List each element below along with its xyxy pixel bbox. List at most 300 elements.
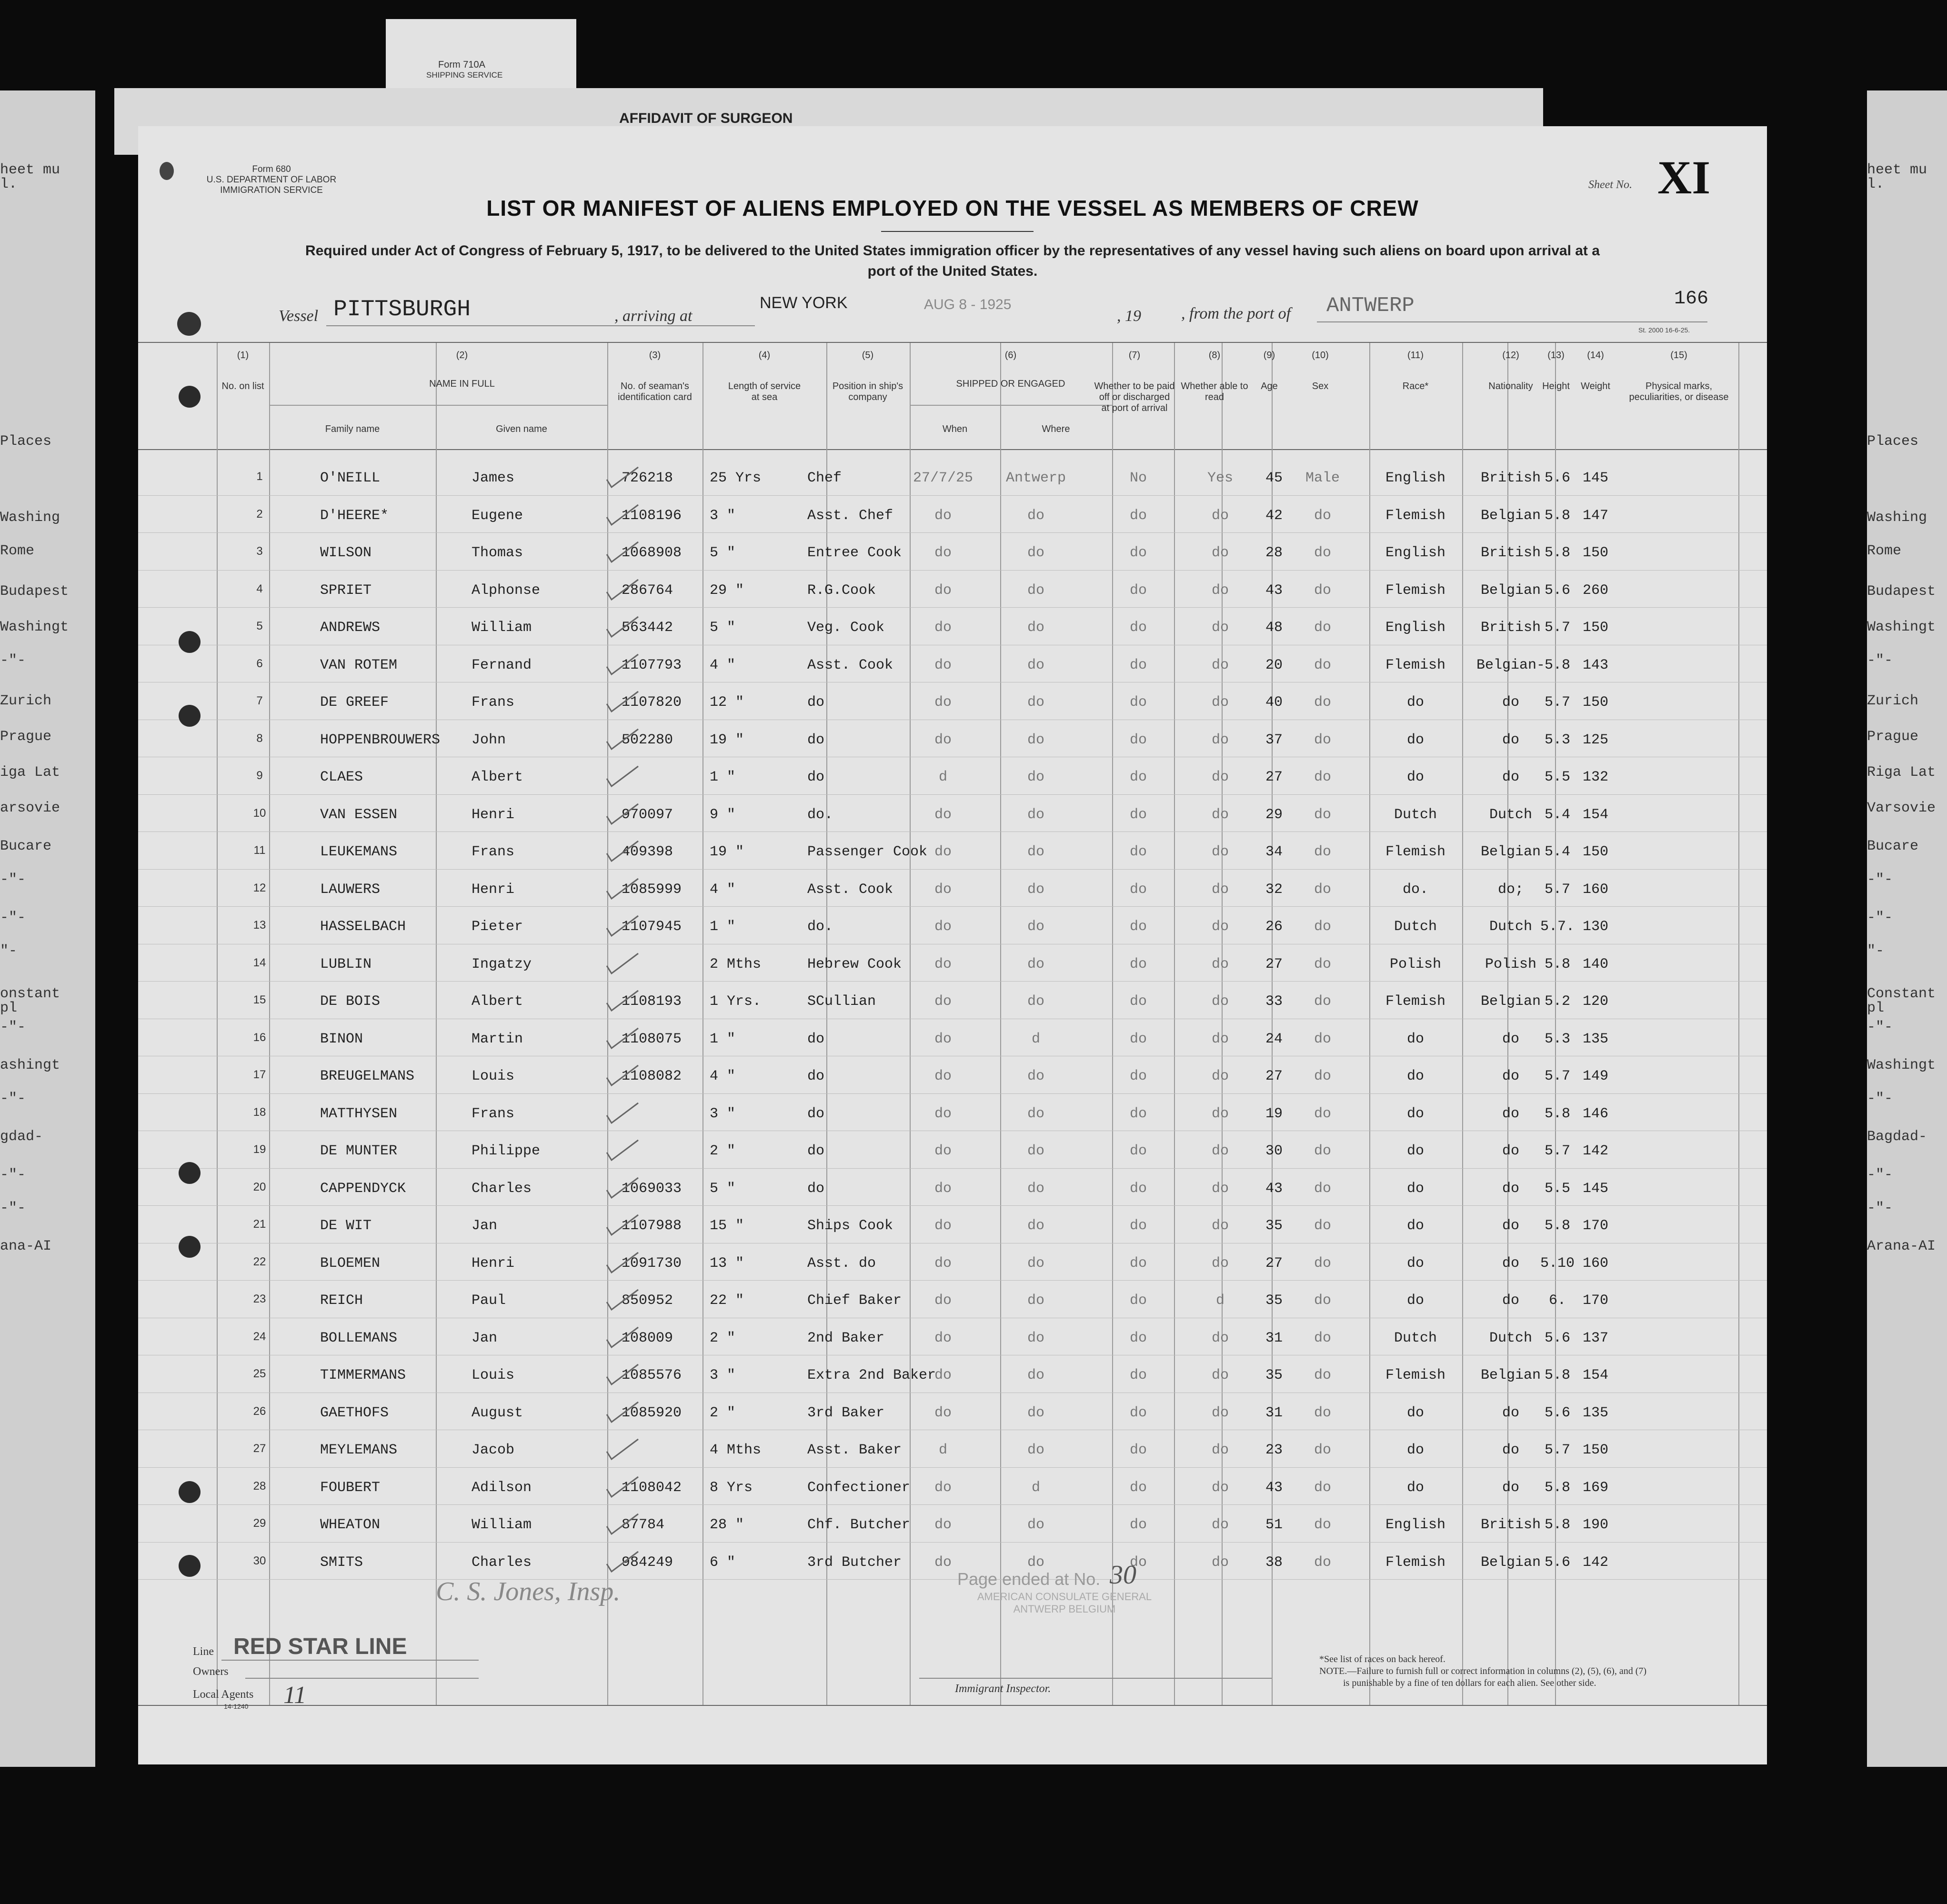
right-page-label: Budapest xyxy=(1867,583,1936,600)
shipped-where: do xyxy=(1027,1517,1044,1533)
shipped-where: do xyxy=(1027,1554,1044,1571)
left-page-label: ana-AI xyxy=(0,1238,52,1254)
weight: 135 xyxy=(1582,1404,1608,1421)
nationality: do xyxy=(1502,1180,1519,1197)
card-number: 1108082 xyxy=(622,1068,682,1084)
height: 5.4 xyxy=(1544,844,1570,860)
sex: do xyxy=(1314,956,1331,972)
family-name: MEYLEMANS xyxy=(320,1442,398,1458)
shipped-where: do xyxy=(1027,919,1044,935)
able-to-read: Yes xyxy=(1207,470,1233,486)
family-name: TIMMERMANS xyxy=(320,1367,406,1383)
shipped-when: do xyxy=(934,1180,952,1197)
age: 27 xyxy=(1265,1255,1283,1272)
nationality: do xyxy=(1502,1255,1519,1272)
family-name: HASSELBACH xyxy=(320,919,406,935)
weight: 120 xyxy=(1582,993,1608,1010)
left-page-label: Washingt xyxy=(0,619,69,635)
weight: 154 xyxy=(1582,806,1608,823)
card-number: 1108042 xyxy=(622,1479,682,1496)
race: do xyxy=(1406,732,1424,748)
card-number: 1069033 xyxy=(622,1180,682,1197)
right-adjacent-page xyxy=(1867,90,1947,1767)
column-header: Whether able to read xyxy=(1181,381,1248,402)
age: 34 xyxy=(1265,844,1283,860)
sheet-number: XI xyxy=(1657,151,1711,204)
given-name: Thomas xyxy=(472,545,523,561)
service-length: 4 Mths xyxy=(710,1442,762,1458)
race-note: *See list of races on back hereof. xyxy=(1319,1654,1445,1664)
paid-off: do xyxy=(1129,1180,1147,1197)
card-number: 409398 xyxy=(622,844,673,860)
subheader-divider xyxy=(269,405,607,406)
shipped-when: d xyxy=(938,769,947,785)
given-name: Frans xyxy=(472,1105,515,1122)
check-mark-icon xyxy=(605,951,643,979)
race: Dutch xyxy=(1394,806,1437,823)
able-to-read: do xyxy=(1211,1105,1229,1122)
paid-off: do xyxy=(1129,1031,1147,1047)
penalty-note-1: NOTE.—Failure to furnish full or correct information in columns (2), (5), (6), and (7) xyxy=(1319,1666,1647,1676)
sex: do xyxy=(1314,993,1331,1010)
row-number: 11 xyxy=(253,844,266,857)
table-row xyxy=(138,763,1767,801)
position: Veg. Cook xyxy=(807,620,885,636)
card-number: 1107820 xyxy=(622,694,682,711)
service-length: 19 " xyxy=(710,844,744,860)
service-length: 4 " xyxy=(710,657,736,673)
service-length: 3 " xyxy=(710,507,736,524)
service-length: 4 " xyxy=(710,1068,736,1084)
position: 2nd Baker xyxy=(807,1330,885,1346)
service-length: 25 Yrs xyxy=(710,470,762,486)
race: do xyxy=(1406,1180,1424,1197)
shipped-where: do xyxy=(1027,507,1044,524)
able-to-read: do xyxy=(1211,956,1229,972)
check-mark-icon xyxy=(605,1212,643,1241)
table-row xyxy=(138,1324,1767,1362)
weight: 149 xyxy=(1582,1068,1608,1084)
shipped-where: do xyxy=(1027,993,1044,1010)
owners-label: Owners xyxy=(193,1665,229,1678)
shipped-when: do xyxy=(934,1218,952,1234)
shipped-when: do xyxy=(934,582,952,599)
table-row xyxy=(138,1436,1767,1474)
nationality: do; xyxy=(1497,881,1524,898)
family-name: REICH xyxy=(320,1293,363,1309)
card-number: 1108193 xyxy=(622,993,682,1010)
column-number: (4) xyxy=(758,350,771,361)
column-header: Age xyxy=(1261,381,1278,391)
table-row xyxy=(138,1362,1767,1399)
able-to-read: do xyxy=(1211,1143,1229,1159)
check-mark-icon xyxy=(605,1062,643,1091)
subtitle-line-1: Required under Act of Congress of February 5, 1917, to be delivered to the United States immigration officer by the representatives of any vessel having such aliens on board upon arrival at a xyxy=(305,243,1600,259)
height: 5.7 xyxy=(1544,694,1570,711)
check-mark-icon xyxy=(605,838,643,867)
height: 5.7 xyxy=(1544,1068,1570,1084)
check-mark-icon xyxy=(605,689,643,717)
weight: 150 xyxy=(1582,844,1608,860)
shipped-when: do xyxy=(934,1031,952,1047)
race: Polish xyxy=(1389,956,1442,972)
service-length: 1 " xyxy=(710,769,736,785)
service-length: 19 " xyxy=(710,732,744,748)
service-length: 29 " xyxy=(710,582,744,599)
shipped-where: do xyxy=(1027,1330,1044,1346)
check-mark-icon xyxy=(605,1175,643,1203)
nationality: British xyxy=(1480,620,1541,636)
sex: do xyxy=(1314,844,1331,860)
age: 43 xyxy=(1265,1180,1283,1197)
position: Chf. Butcher xyxy=(807,1517,911,1533)
shipped-when: do xyxy=(934,1479,952,1496)
age: 31 xyxy=(1265,1404,1283,1421)
family-name: SMITS xyxy=(320,1554,363,1571)
sex: do xyxy=(1314,1479,1331,1496)
card-number: 563442 xyxy=(622,620,673,636)
height: 5.6 xyxy=(1544,582,1570,599)
card-number: 850952 xyxy=(622,1293,673,1309)
table-row xyxy=(138,1212,1767,1250)
nationality: do xyxy=(1502,1404,1519,1421)
row-number: 6 xyxy=(256,657,263,670)
row-number: 24 xyxy=(253,1330,266,1343)
sex: do xyxy=(1314,620,1331,636)
nationality: British xyxy=(1480,470,1541,486)
subheader-divider xyxy=(910,405,1112,406)
right-page-label: -"- xyxy=(1867,872,1893,888)
card-number: 1108196 xyxy=(622,507,682,524)
weight: 145 xyxy=(1582,470,1608,486)
card-number: 1107793 xyxy=(622,657,682,673)
service-length: 4 " xyxy=(710,881,736,898)
column-subheader: Where xyxy=(1042,424,1070,434)
table-row xyxy=(138,464,1767,502)
paid-off: do xyxy=(1129,1143,1147,1159)
header-bottom-border xyxy=(138,449,1767,450)
given-name: Fernand xyxy=(472,657,532,673)
row-number: 10 xyxy=(253,806,266,820)
service-length: 1 " xyxy=(710,919,736,935)
column-header: No. of seaman's identification card xyxy=(618,381,692,402)
column-number: (5) xyxy=(862,350,874,361)
right-page-label: Rome xyxy=(1867,543,1902,559)
check-mark-icon xyxy=(605,1287,643,1315)
right-page-label: Places xyxy=(1867,433,1919,450)
position: Chief Baker xyxy=(807,1293,902,1309)
nationality: do xyxy=(1502,694,1519,711)
able-to-read: do xyxy=(1211,993,1229,1010)
shipped-when: do xyxy=(934,657,952,673)
card-number: 286764 xyxy=(622,582,673,599)
weight: 145 xyxy=(1582,1180,1608,1197)
family-name: DE MUNTER xyxy=(320,1143,398,1159)
position: do. xyxy=(807,806,833,823)
sex: do xyxy=(1314,1068,1331,1084)
height: 5.10 xyxy=(1540,1255,1575,1272)
right-page-label: "- xyxy=(1867,943,1885,959)
family-name: LAUWERS xyxy=(320,881,381,898)
row-number: 9 xyxy=(256,769,263,782)
row-number: 12 xyxy=(253,881,266,894)
race: do xyxy=(1406,1143,1424,1159)
race: Flemish xyxy=(1385,582,1446,599)
right-page-label: l. xyxy=(1867,176,1885,192)
family-name: BINON xyxy=(320,1031,363,1047)
family-name: BOLLEMANS xyxy=(320,1330,398,1346)
table-row xyxy=(138,502,1767,540)
weight: 135 xyxy=(1582,1031,1608,1047)
nationality: do xyxy=(1502,732,1519,748)
row-number: 3 xyxy=(256,545,263,558)
subtitle-line-2: port of the United States. xyxy=(867,263,1038,279)
table-row xyxy=(138,614,1767,651)
table-row xyxy=(138,651,1767,689)
row-number: 4 xyxy=(256,582,263,595)
arriving-label: , arriving at xyxy=(614,307,692,325)
sex: do xyxy=(1314,694,1331,711)
sex: do xyxy=(1314,1293,1331,1309)
position: Entree Cook xyxy=(807,545,902,561)
age: 29 xyxy=(1265,806,1283,823)
agents-mark: 11 xyxy=(283,1682,307,1709)
race: Flemish xyxy=(1385,507,1446,524)
page-title: LIST OR MANIFEST OF ALIENS EMPLOYED ON THE VESSEL AS MEMBERS OF CREW xyxy=(486,196,1419,220)
age: 27 xyxy=(1265,956,1283,972)
race: do xyxy=(1406,1031,1424,1047)
left-page-label: -"- xyxy=(0,1019,26,1035)
age: 43 xyxy=(1265,582,1283,599)
sex: do xyxy=(1314,1404,1331,1421)
weight: 150 xyxy=(1582,1442,1608,1458)
sex: do xyxy=(1314,1442,1331,1458)
weight: 190 xyxy=(1582,1517,1608,1533)
service-length: 1 " xyxy=(710,1031,736,1047)
race: Dutch xyxy=(1394,1330,1437,1346)
shipped-when: do xyxy=(934,956,952,972)
right-page-label: Prague xyxy=(1867,729,1919,745)
shipped-when: do xyxy=(934,1367,952,1383)
left-page-label: iga Lat xyxy=(0,764,60,781)
age: 33 xyxy=(1265,993,1283,1010)
race: Flemish xyxy=(1385,993,1446,1010)
shipped-when: do xyxy=(934,694,952,711)
position: do xyxy=(807,1068,825,1084)
card-number: 1085576 xyxy=(622,1367,682,1383)
position: 3rd Baker xyxy=(807,1404,885,1421)
paid-off: do xyxy=(1129,1218,1147,1234)
service-length: 13 " xyxy=(710,1255,744,1272)
paid-off: do xyxy=(1129,1068,1147,1084)
service-length: 3 " xyxy=(710,1105,736,1122)
nationality: Belgian xyxy=(1480,993,1541,1010)
check-mark-icon xyxy=(605,1549,643,1577)
table-bottom-border xyxy=(138,1705,1767,1706)
shipped-when: do xyxy=(934,732,952,748)
shipped-when: do xyxy=(934,1105,952,1122)
shipped-when: do xyxy=(934,881,952,898)
sex: do xyxy=(1314,1031,1331,1047)
paid-off: do xyxy=(1129,769,1147,785)
able-to-read: do xyxy=(1211,1367,1229,1383)
shipped-when: do xyxy=(934,620,952,636)
given-name: Frans xyxy=(472,694,515,711)
left-page-label: pl xyxy=(0,1000,18,1016)
sex: do xyxy=(1314,1554,1331,1571)
card-number: 1085999 xyxy=(622,881,682,898)
right-page-label: -"- xyxy=(1867,1091,1893,1107)
check-mark-icon xyxy=(605,1511,643,1540)
shipped-where: do xyxy=(1027,1218,1044,1234)
shipped-when: do xyxy=(934,844,952,860)
family-name: FOUBERT xyxy=(320,1479,381,1496)
paid-off: do xyxy=(1129,956,1147,972)
table-row xyxy=(138,1474,1767,1512)
punch-hole xyxy=(179,1162,201,1184)
race: do xyxy=(1406,1404,1424,1421)
column-header: Whether to be paid off or discharged at port of arrival xyxy=(1094,381,1175,413)
right-page-label: Zurich xyxy=(1867,693,1919,709)
shipped-where: do xyxy=(1027,620,1044,636)
table-row xyxy=(138,1250,1767,1287)
able-to-read: do xyxy=(1211,545,1229,561)
nationality: do xyxy=(1502,1143,1519,1159)
sex: do xyxy=(1314,1180,1331,1197)
left-page-label: Bucare xyxy=(0,838,52,854)
column-number: (10) xyxy=(1312,350,1329,361)
age: 27 xyxy=(1265,1068,1283,1084)
sex: do xyxy=(1314,1367,1331,1383)
punch-hole xyxy=(179,1236,201,1258)
check-mark-icon xyxy=(605,651,643,680)
card-number: 726218 xyxy=(622,470,673,486)
height: 5.8 xyxy=(1544,956,1570,972)
row-number: 26 xyxy=(253,1404,266,1418)
paid-off: do xyxy=(1129,1367,1147,1383)
height: 5.8 xyxy=(1544,657,1570,673)
left-page-label: gdad- xyxy=(0,1129,43,1145)
race: do xyxy=(1406,1105,1424,1122)
race: Flemish xyxy=(1385,1554,1446,1571)
position: R.G.Cook xyxy=(807,582,876,599)
able-to-read: do xyxy=(1211,1218,1229,1234)
from-underline xyxy=(1317,321,1707,322)
left-page-label: -"- xyxy=(0,910,26,926)
position: Extra 2nd Baker xyxy=(807,1367,936,1383)
nationality: do xyxy=(1502,1479,1519,1496)
family-name: GAETHOFS xyxy=(320,1404,389,1421)
nationality: do xyxy=(1502,769,1519,785)
shipped-when: do xyxy=(934,919,952,935)
race: do. xyxy=(1402,881,1428,898)
given-name: Jacob xyxy=(472,1442,515,1458)
check-mark-icon xyxy=(605,876,643,904)
right-page-label: Riga Lat xyxy=(1867,764,1936,781)
service-length: 2 " xyxy=(710,1404,736,1421)
height: 5.8 xyxy=(1544,1105,1570,1122)
paid-off: do xyxy=(1129,1330,1147,1346)
card-number: 108009 xyxy=(622,1330,673,1346)
table-row xyxy=(138,1549,1767,1586)
family-name: LUBLIN xyxy=(320,956,372,972)
check-mark-icon xyxy=(605,1399,643,1428)
able-to-read: do xyxy=(1211,1404,1229,1421)
column-subheader: Family name xyxy=(325,424,380,434)
row-number: 27 xyxy=(253,1442,266,1455)
nationality: British xyxy=(1480,545,1541,561)
left-adjacent-page xyxy=(0,90,95,1767)
height: 5.3 xyxy=(1544,1031,1570,1047)
nationality: Belgian xyxy=(1480,582,1541,599)
position: Hebrew Cook xyxy=(807,956,902,972)
print-code: St. 2000 16-6-25. xyxy=(1638,326,1690,334)
given-name: Ingatzy xyxy=(472,956,532,972)
column-number: (15) xyxy=(1670,350,1687,361)
penalty-note-2: is punishable by a fine of ten dollars for each alien. See other side. xyxy=(1343,1678,1596,1688)
weight: 260 xyxy=(1582,582,1608,599)
card-number: 1068908 xyxy=(622,545,682,561)
line-underline xyxy=(221,1660,479,1661)
right-page-label: Arana-AI xyxy=(1867,1238,1936,1254)
position: Ships Cook xyxy=(807,1218,893,1234)
sex: do xyxy=(1314,657,1331,673)
right-page-label: Varsovie xyxy=(1867,800,1936,816)
card-number: 87784 xyxy=(622,1517,665,1533)
table-row xyxy=(138,1175,1767,1213)
age: 35 xyxy=(1265,1293,1283,1309)
race: English xyxy=(1385,470,1446,486)
table-row xyxy=(138,1062,1767,1100)
row-number: 5 xyxy=(256,620,263,632)
vessel-label: Vessel xyxy=(279,307,319,325)
row-number: 17 xyxy=(253,1068,266,1081)
row-number: 21 xyxy=(253,1218,266,1231)
form-number: Form 680 xyxy=(252,164,291,174)
column-header: Physical marks, peculiarities, or disease xyxy=(1629,381,1729,402)
card-number: 1107988 xyxy=(622,1218,682,1234)
family-name: HOPPENBROUWERS xyxy=(320,732,441,748)
height: 5.7 xyxy=(1544,1143,1570,1159)
age: 27 xyxy=(1265,769,1283,785)
able-to-read: do xyxy=(1211,732,1229,748)
paid-off: do xyxy=(1129,806,1147,823)
check-mark-icon xyxy=(605,726,643,755)
arriving-port: NEW YORK xyxy=(760,294,848,312)
column-number: (3) xyxy=(649,350,661,361)
sex: do xyxy=(1314,545,1331,561)
able-to-read: do xyxy=(1211,1330,1229,1346)
able-to-read: do xyxy=(1211,1479,1229,1496)
agents-code: 14-1240 xyxy=(224,1703,249,1710)
row-number: 25 xyxy=(253,1367,266,1380)
row-number: 14 xyxy=(253,956,266,969)
shipped-when: do xyxy=(934,507,952,524)
sex: do xyxy=(1314,919,1331,935)
nationality: do xyxy=(1502,1068,1519,1084)
given-name: Louis xyxy=(472,1068,515,1084)
paid-off: do xyxy=(1129,1404,1147,1421)
from-label: , from the port of xyxy=(1181,305,1291,322)
race: do xyxy=(1406,1442,1424,1458)
check-mark-icon xyxy=(605,464,643,493)
able-to-read: d xyxy=(1215,1293,1224,1309)
table-row xyxy=(138,876,1767,913)
left-page-label: Rome xyxy=(0,543,35,559)
given-name: Henri xyxy=(472,1255,515,1272)
family-name: CLAES xyxy=(320,769,363,785)
shipped-where: d xyxy=(1031,1479,1040,1496)
